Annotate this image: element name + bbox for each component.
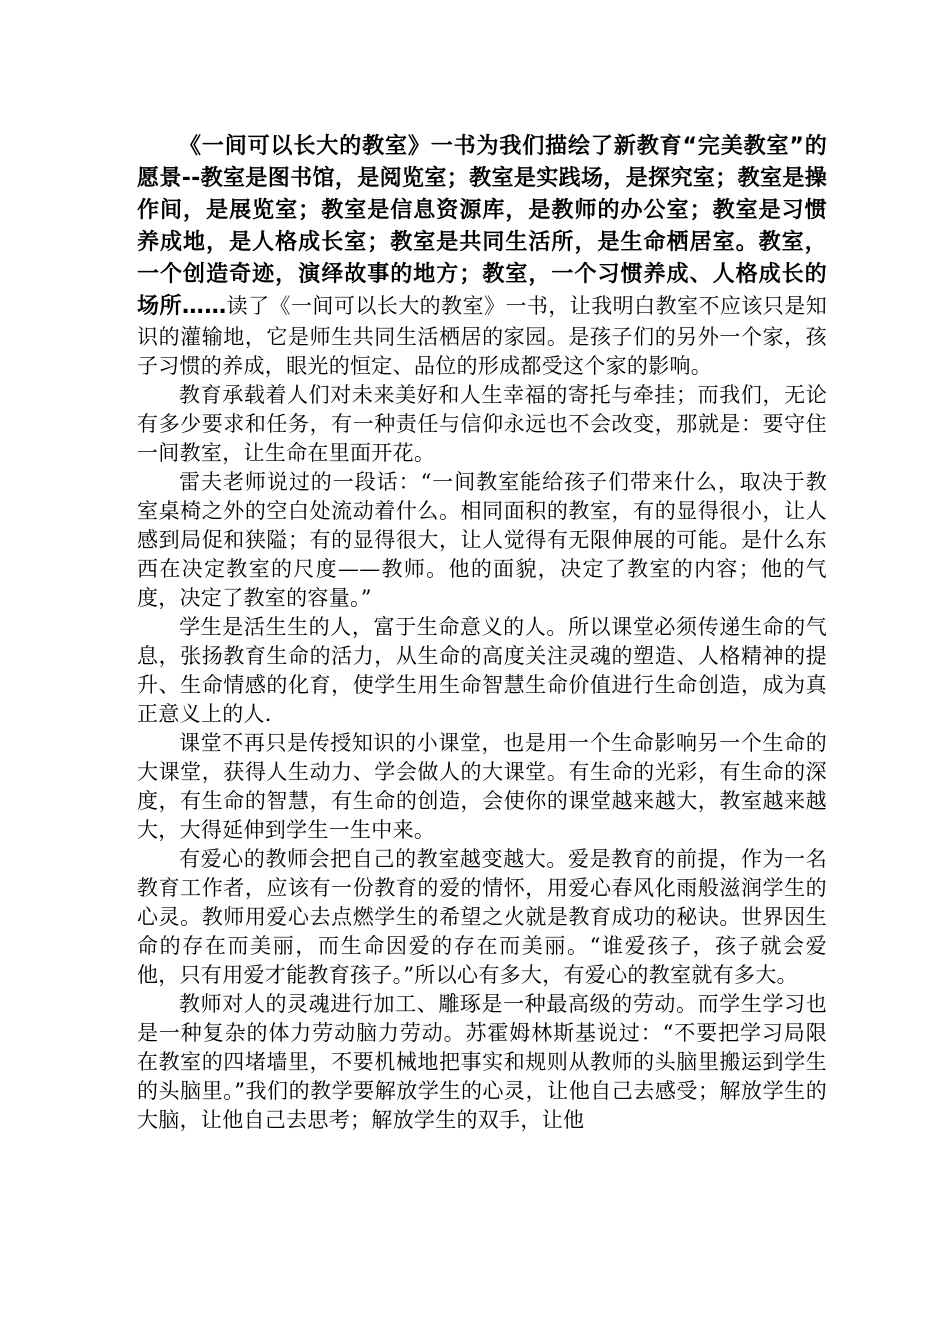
paragraph-2: 教育承载着人们对未来美好和人生幸福的寄托与牵挂；而我们，无论有多少要求和任务，有一种责任与信仰永远也不会改变，那就是：要守住一间教室，让生命在里面开花。 — [137, 383, 827, 465]
paragraph-7: 教师对人的灵魂进行加工、雕琢是一种最高级的劳动。而学生学习也是一种复杂的体力劳动脑力劳动。苏霍姆林斯基说过：“不要把学习局限在教室的四堵墙里，不要机械地把事实和规则从教师的头脑里搬运到学生的头脑里。”我们的教学要解放学生的心灵，让他自己去感受；解放学生的大脑，让他自己去思考；解放学生的双手，让他 — [137, 992, 827, 1132]
paragraph-1-text: 读了《一间可以长大的教室》一书，让我明白教室不应该只是知识的灌输地，它是师生共同生活栖居的家园。是孩子们的另外一个家，孩子习惯的养成，眼光的恒定、品位的形成都受这个家的影响。 — [137, 294, 827, 378]
paragraph-6: 有爱心的教师会把自己的教室越变越大。爱是教育的前提，作为一名教育工作者，应该有一份教育的爱的情怀，用爱心春风化雨般滋润学生的心灵。教师用爱心去点燃学生的希望之火就是教育成功的秘诀。世界因生命的存在而美丽，而生命因爱的存在而美丽。“谁爱孩子，孩子就会爱他，只有用爱才能教育孩子。”所以心有多大，有爱心的教室就有多大。 — [137, 847, 827, 987]
paragraph-5: 课堂不再只是传授知识的小课堂，也是用一个生命影响另一个生命的大课堂，获得人生动力、学会做人的大课堂。有生命的光彩，有生命的深度，有生命的智慧，有生命的创造，会使你的课堂越来越大，教室越来越大，大得延伸到学生一生中来。 — [137, 731, 827, 842]
paragraph-3: 雷夫老师说过的一段话：“一间教室能给孩子们带来什么，取决于教室桌椅之外的空白处流动着什么。相同面积的教室，有的显得很小，让人感到局促和狭隘；有的显得很大，让人觉得有无限伸展的可能。是什么东西在决定教室的尺度——教师。他的面貌，决定了教室的内容；他的气度，决定了教室的容量。” — [137, 470, 827, 610]
paragraph-4: 学生是活生生的人，富于生命意义的人。所以课堂必须传递生命的气息，张扬教育生命的活力，从生命的高度关注灵魂的塑造、人格精神的提升、生命情感的化育，使学生用生命智慧生命价值进行生命创造，成为真正意义上的人. — [137, 615, 827, 726]
paragraph-1 — [137, 131, 827, 381]
paragraph-1-bold-lead: 《一间可以长大的教室》一书为我们描绘了新教育“完美教室”的愿景--教室是图书馆，是阅览室；教室是实践场，是探究室；教室是操作间，是展览室；教室是信息资源库，是教师的办公室；教室是习惯养成地，是人格成长室；教室是共同生活所，是生命栖居室。教室，一个创造奇迹，演绎故事的地方；教室，一个习惯养成、人格成长的场所…… — [137, 134, 827, 319]
document-body — [137, 131, 827, 1135]
